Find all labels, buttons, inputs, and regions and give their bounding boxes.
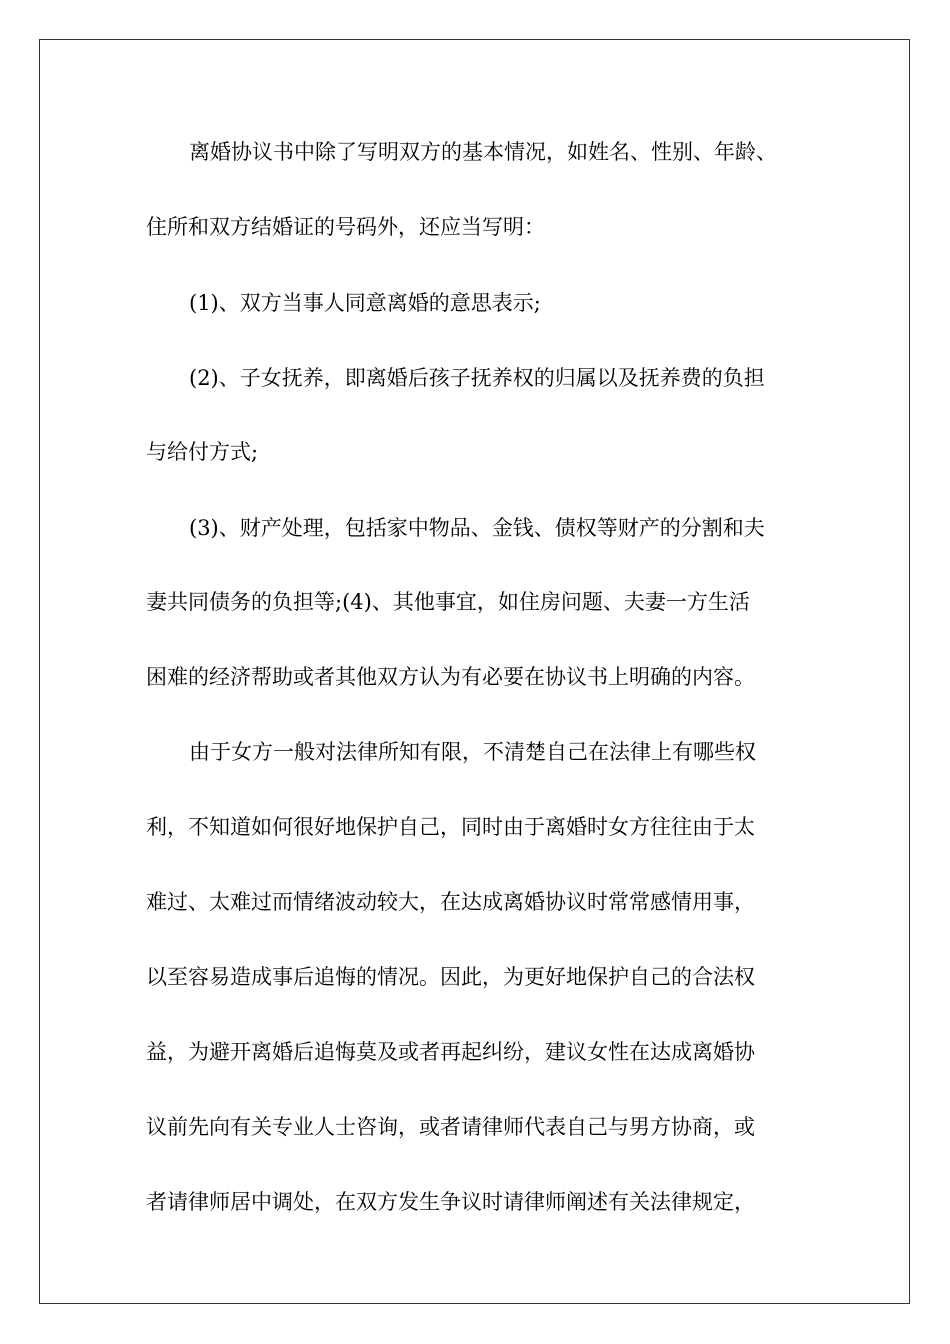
text-line: 者请律师居中调处，在双方发生争议时请律师阐述有关法律规定，	[146, 1190, 755, 1214]
text-line: (2)、子女抚养，即离婚后孩子抚养权的归属以及抚养费的负担	[189, 366, 765, 390]
text-line: 离婚协议书中除了写明双方的基本情况，如姓名、性别、年龄、	[189, 140, 777, 164]
text-line: 妻共同债务的负担等;(4)、其他事宜，如住房问题、夫妻一方生活	[146, 590, 750, 614]
text-line: 以至容易造成事后追悔的情况。因此，为更好地保护自己的合法权	[146, 965, 755, 989]
text-line: 难过、太难过而情绪波动较大，在达成离婚协议时常常感情用事，	[146, 890, 755, 914]
text-line: 议前先向有关专业人士咨询，或者请律师代表自己与男方协商，或	[146, 1115, 755, 1139]
text-line: (1)、双方当事人同意离婚的意思表示;	[189, 291, 541, 315]
text-line: 由于女方一般对法律所知有限，不清楚自己在法律上有哪些权	[189, 740, 756, 764]
text-line: 益，为避开离婚后追悔莫及或者再起纠纷，建议女性在达成离婚协	[146, 1040, 755, 1064]
text-line: 困难的经济帮助或者其他双方认为有必要在协议书上明确的内容。	[146, 665, 755, 689]
text-line: 利，不知道如何很好地保护自己，同时由于离婚时女方往往由于太	[146, 815, 755, 839]
text-line: 与给付方式;	[146, 440, 259, 464]
text-line: 住所和双方结婚证的号码外，还应当写明：	[146, 215, 545, 239]
text-line: (3)、财产处理，包括家中物品、金钱、债权等财产的分割和夫	[189, 516, 765, 540]
